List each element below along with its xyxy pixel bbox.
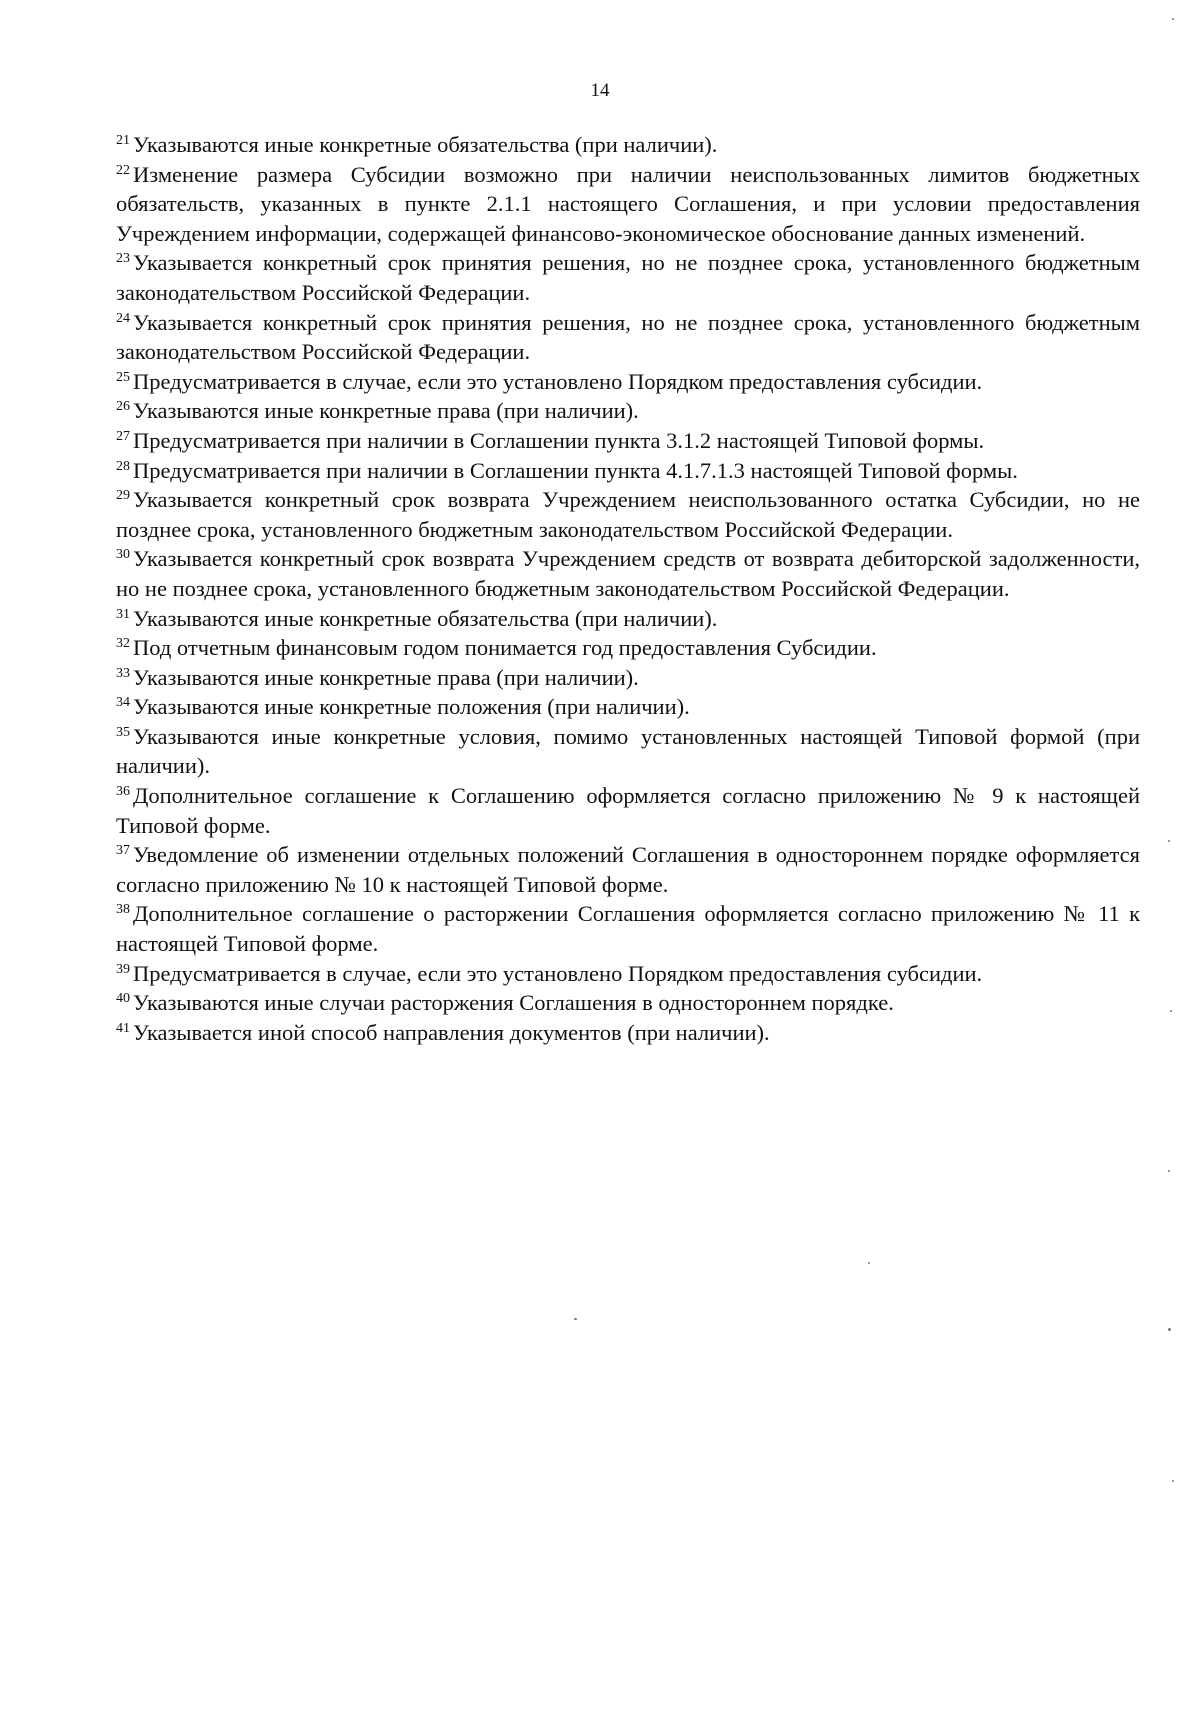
- footnote-number: 38: [116, 902, 130, 918]
- footnote-39: [116, 959, 1140, 989]
- footnote-number: 40: [116, 991, 130, 1007]
- footnote-35: [116, 722, 1140, 781]
- footnote-32: [116, 633, 1140, 663]
- footnote-number: 34: [116, 695, 130, 711]
- footnote-33: [116, 663, 1140, 693]
- footnote-text: Уведомление об изменении отдельных положений Соглашения в одностороннем порядке оформляется согласно приложению № 10 к настоящей Типовой форме.: [116, 842, 1140, 897]
- footnote-text: Указывается иной способ направления документов (при наличии).: [133, 1019, 770, 1045]
- footnote-number: 26: [116, 399, 130, 415]
- footnote-text: Указываются иные случаи расторжения Соглашения в одностороннем порядке.: [133, 990, 894, 1016]
- footnote-number: 21: [116, 133, 130, 148]
- footnote-number: 29: [116, 488, 130, 504]
- footnote-text: Указываются иные конкретные права (при наличии).: [133, 664, 639, 690]
- footnote-text: Указываются иные конкретные обязательства (при наличии).: [133, 605, 718, 631]
- footnote-40: [116, 988, 1140, 1018]
- footnote-number: 28: [116, 458, 130, 474]
- footnote-21: [116, 130, 1140, 160]
- footnote-36: [116, 781, 1140, 840]
- scan-speck: [1172, 18, 1174, 20]
- footnote-23: [116, 248, 1140, 307]
- footnote-number: 27: [116, 428, 130, 444]
- footnote-text: Указывается конкретный срок принятия решения, но не позднее срока, установленного бюджетным законодательством Российской Федерации.: [116, 309, 1140, 365]
- footnote-34: [116, 692, 1140, 722]
- footnote-number: 30: [116, 547, 130, 563]
- footnote-number: 31: [116, 606, 130, 622]
- footnote-number: 39: [116, 961, 130, 977]
- scan-speck: [574, 1318, 577, 1320]
- footnote-text: Указывается конкретный срок возврата Учреждением неиспользованного остатка Субсидии, но не позднее срока, установленного бюджетным законодательством Российской Федерации.: [116, 487, 1140, 542]
- footnote-text: Дополнительное соглашение к Соглашению оформляется согласно приложению № 9 к настоящей Типовой форме.: [116, 783, 1140, 838]
- footnote-number: 41: [116, 1020, 130, 1036]
- footnote-text: Предусматривается в случае, если это установлено Порядком предоставления субсидии.: [133, 960, 983, 986]
- footnote-text: Под отчетным финансовым годом понимается год предоставления Субсидии.: [133, 635, 877, 661]
- footnote-text: Предусматривается при наличии в Соглашении пункта 4.1.7.1.3 настоящей Типовой формы.: [133, 457, 1018, 483]
- footnote-number: 33: [116, 665, 130, 681]
- footnote-28: [116, 456, 1140, 486]
- footnote-text: Дополнительное соглашение о расторжении Соглашения оформляется согласно приложению № 11 к настоящей Типовой форме.: [116, 901, 1140, 957]
- footnote-27: [116, 426, 1140, 456]
- footnote-29: [116, 485, 1140, 544]
- footnote-text: Указываются иные конкретные права (при наличии).: [133, 398, 639, 424]
- footnote-text: Предусматривается в случае, если это установлено Порядком предоставления субсидии.: [133, 368, 983, 394]
- footnote-37: [116, 840, 1140, 899]
- footnote-number: 23: [116, 251, 130, 267]
- scan-speck: [868, 1262, 870, 1264]
- scan-speck: [1172, 1480, 1174, 1482]
- footnote-22: [116, 160, 1140, 249]
- footnote-25: [116, 367, 1140, 397]
- footnote-number: 37: [116, 843, 130, 859]
- footnote-31: [116, 604, 1140, 634]
- footnotes-list: [116, 130, 1140, 1047]
- footnote-number: 32: [116, 636, 130, 652]
- footnote-text: Указываются иные конкретные обязательства (при наличии).: [133, 132, 718, 157]
- footnote-number: 25: [116, 369, 130, 385]
- footnote-text: Указываются иные конкретные условия, помимо установленных настоящей Типовой формой (при наличии).: [116, 723, 1140, 779]
- footnote-text: Указывается конкретный срок принятия решения, но не позднее срока, установленного бюджетным законодательством Российской Федерации.: [116, 250, 1140, 305]
- footnote-text: Указываются иные конкретные положения (при наличии).: [133, 694, 690, 720]
- scan-speck: [1168, 840, 1170, 842]
- footnote-number: 35: [116, 724, 130, 740]
- footnote-30: [116, 544, 1140, 603]
- scan-speck: [1168, 1328, 1171, 1331]
- scan-speck: [1168, 1170, 1170, 1172]
- footnote-24: [116, 308, 1140, 367]
- footnote-text: Предусматривается при наличии в Соглашении пункта 3.1.2 настоящей Типовой формы.: [133, 427, 985, 453]
- footnote-number: 22: [116, 162, 130, 178]
- footnote-text: Указывается конкретный срок возврата Учреждением средств от возврата дебиторской задолженности, но не позднее срока, установленного бюджетным законодательством Российской Федерации.: [116, 546, 1140, 601]
- footnote-26: [116, 396, 1140, 426]
- footnote-number: 24: [116, 310, 130, 326]
- footnote-41: [116, 1018, 1140, 1048]
- footnote-text: Изменение размера Субсидии возможно при наличии неиспользованных лимитов бюджетных обязательств, указанных в пункте 2.1.1 настоящего Соглашения, и при условии предоставления Учреждением информации, содержащей финансово-экономическое обоснование данных изменений.: [116, 161, 1140, 246]
- scan-speck: [1170, 1010, 1172, 1012]
- page-number: 14: [590, 80, 610, 101]
- footnote-38: [116, 899, 1140, 958]
- footnote-number: 36: [116, 784, 130, 800]
